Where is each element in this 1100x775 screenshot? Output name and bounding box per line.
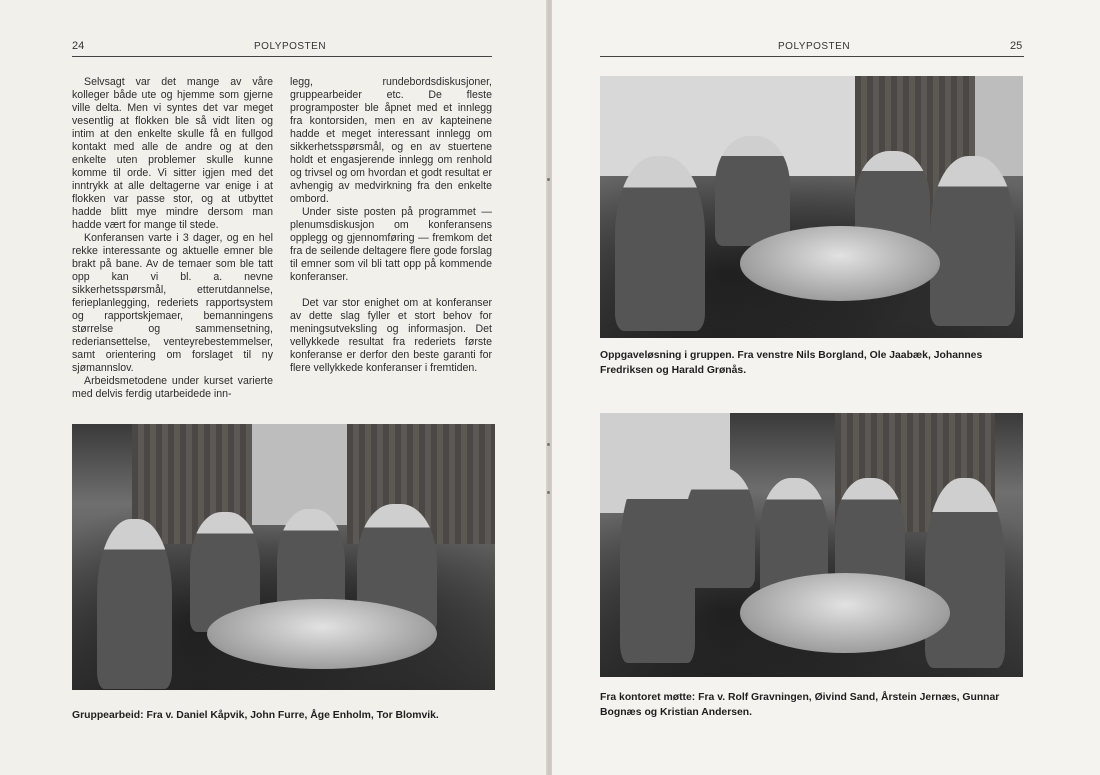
page-number-right: 25 [1010,40,1023,52]
photo-caption-left: Gruppearbeid: Fra v. Daniel Kåpvik, John Furre, Åge Enholm, Tor Blomvik. [72,710,439,721]
binding-mark [547,178,550,181]
task-solving-photo [600,76,1023,338]
right-page [552,0,1100,775]
binding-mark [547,443,550,446]
binding-mark [547,491,550,494]
paragraph: Konferansen varte i 3 dager, og en hel rekke interessante og aktuelle emner ble brakt på bane. Av de temaer som ble tatt opp kan vi bl. a. nevne sikkerhetsspørsmål, etterutdannelse, ferieplanlegging, rederiets rapportsystem og rapportskjemaer, bemanningens størrelse og sammensetning, rederiansettelse, venteyrebestemmelser, samt orientering om forslaget til ny sjømannslov. [72,232,273,374]
text-column-1 [72,76,273,401]
paragraph: Selvsagt var det mange av våre kolleger både ute og hjemme som gjerne ville delta. Men vi syntes det var meget vesentlig at flokken ble så vidt liten og intim at den enkelte skulle få en fullgod kontakt med alle de andre og at den enkelte uten problemer skulle kunne komme til orde. Vi sitter igjen med det inntrykk at alle deltagerne var enige i at flokken var passe stor, og at utbyttet hadde blitt mye mindre dersom man hadde vært for mange til stede. [72,76,273,231]
photo-caption-right-2: Fra kontoret møtte: Fra v. Rolf Gravningen, Øivind Sand, Årstein Jernæs, Gunnar Bognæs og Kristian Andersen. [600,692,1000,718]
running-head-right: POLYPOSTEN [778,41,851,52]
header-rule-left [72,56,492,57]
group-work-photo [72,424,495,690]
text-column-2 [290,76,492,375]
paragraph: Under siste posten på programmet — plenumsdiskusjon om konferansens opplegg og gjennomføring — fremkom det fra de seilende deltagere flere gode forslag til emner som vil bli tatt opp på kommende konferanser. [290,206,492,283]
paragraph: Arbeidsmetodene under kurset varierte med delvis ferdig utarbeidede inn- [72,375,273,400]
photo-caption-right-1: Oppgaveløsning i gruppen. Fra venstre Nils Borgland, Ole Jaabæk, Johannes Fredriksen og Harald Grønås. [600,350,983,376]
left-page [0,0,548,775]
page-number-left: 24 [72,40,85,52]
running-head-left: POLYPOSTEN [254,41,327,52]
header-rule-right [600,56,1024,57]
paragraph: legg, rundebordsdiskusjoner, gruppearbeider etc. De fleste programposter ble åpnet med et innlegg fra kontorsiden, men en av kapteinene hadde et meget interessant innlegg om sikkerhetsspørsmål, og en av stuertene holdt et engasjerende innlegg om renhold og trivsel og om hvordan et godt resultat er avhengig av medvirkning fra den enkelte ombord. [290,76,492,205]
office-staff-photo [600,413,1023,677]
paragraph: Det var stor enighet om at konferanser av dette slag fyller et stort behov for meningsutveksling og informasjon. Det vellykkede resultat fra rederiets første konferanse er derfor den beste garanti for flere vellykkede konferanser i fremtiden. [290,297,492,374]
